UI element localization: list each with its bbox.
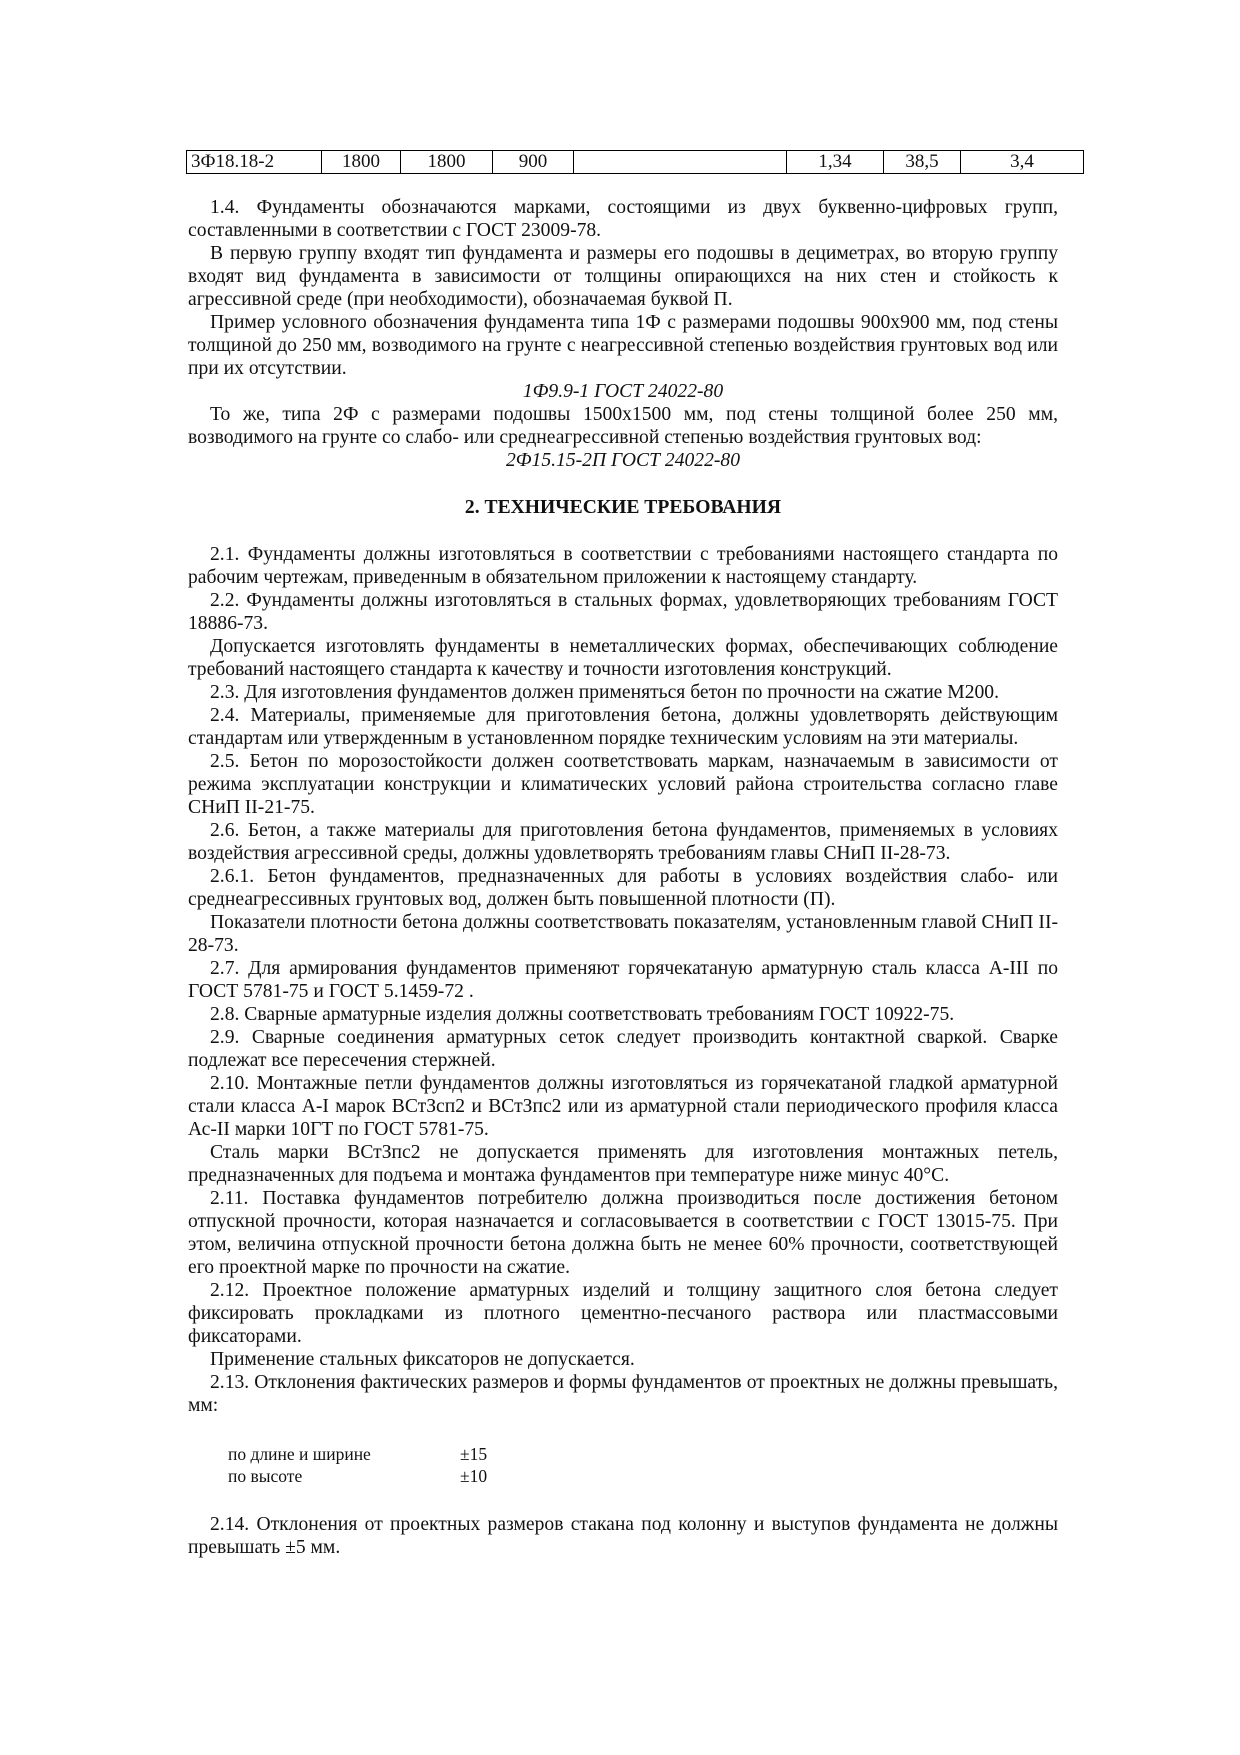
tolerance-label: по высоте — [228, 1466, 303, 1486]
paragraph: В первую группу входят тип фундамента и размеры его подошвы в дециметрах, во вторую группу входят вид фундамента в зависимости от толщины опирающихся на них стен и стойкость к агрессивной среде (при необходимости), обозначаемая буквой П. — [188, 243, 1058, 310]
paragraph: 2.3. Для изготовления фундаментов должен применяться бетон по прочности на сжатие М200. — [210, 682, 999, 703]
table-cell: 1,34 — [787, 151, 884, 174]
paragraph: Показатели плотности бетона должны соответствовать показателям, установленным главой СНиП II-28-73. — [188, 912, 1058, 956]
paragraph: 2.10. Монтажные петли фундаментов должны изготовляться из горячекатаной гладкой арматурной стали класса А-I марок ВСтЗсп2 и ВСтЗпс2 или из арматурной стали периодического профиля класса Ас-II марки 10ГТ по ГОСТ 5781-75. — [188, 1073, 1058, 1140]
table-cell: 3,4 — [961, 151, 1084, 174]
section-heading: 2. ТЕХНИЧЕСКИЕ ТРЕБОВАНИЯ — [464, 497, 782, 518]
paragraph: 2.6. Бетон, а также материалы для приготовления бетона фундаментов, применяемых в условиях воздействия агрессивной среды, должны удовлетворять требованиям главы СНиП II-28-73. — [188, 820, 1058, 864]
paragraph: Пример условного обозначения фундамента типа 1Ф с размерами подошвы 900х900 мм, под стены толщиной до 250 мм, возводимого на грунте с неагрессивной степенью воздействия грунтовых вод или при их отсутствии. — [188, 312, 1058, 379]
paragraph: 2.8. Сварные арматурные изделия должны соответствовать требованиям ГОСТ 10922-75. — [210, 1004, 955, 1025]
paragraph: 2.14. Отклонения от проектных размеров стакана под колонну и выступов фундамента не должны превышать ±5 мм. — [188, 1514, 1058, 1558]
paragraph: 2.13. Отклонения фактических размеров и формы фундаментов от проектных не должны превышать, мм: — [188, 1372, 1058, 1416]
paragraph: 2.11. Поставка фундаментов потребителю должна производиться после достижения бетоном отпускной прочности, которая назначается и согласовывается в соответствии с ГОСТ 13015-75. При этом, величина отпускной прочности бетона должна быть не менее 60% прочности, соответствующей его проектной марке по прочности на сжатие. — [188, 1188, 1058, 1278]
paragraph: 2.7. Для армирования фундаментов применяют горячекатаную арматурную сталь класса А-III по ГОСТ 5781-75 и ГОСТ 5.1459-72 . — [188, 958, 1058, 1002]
document-body — [188, 196, 1058, 1559]
paragraph: 2.6.1. Бетон фундаментов, предназначенных для работы в условиях воздействия слабо- или среднеагрессивных грунтовых вод, должен быть повышенной плотности (П). — [188, 866, 1058, 910]
tolerance-label: по длине и ширине — [228, 1444, 371, 1464]
tolerance-value: ±15 — [460, 1444, 488, 1464]
paragraph: 2.4. Материалы, применяемые для приготовления бетона, должны удовлетворять действующим стандартам или утвержденным в установленном порядке техническим условиям на эти материалы. — [188, 705, 1058, 749]
table-cell: 38,5 — [884, 151, 961, 174]
paragraph: 1.4. Фундаменты обозначаются марками, состоящими из двух буквенно-цифровых групп, составленными в соответствии с ГОСТ 23009-78. — [188, 197, 1058, 241]
paragraph: 2.2. Фундаменты должны изготовляться в стальных формах, удовлетворяющих требованиям ГОСТ 18886-73. — [188, 590, 1058, 634]
tolerance-row — [228, 1465, 1058, 1487]
designation-example: 2Ф15.15-2П ГОСТ 24022-80 — [505, 450, 740, 471]
paragraph: 2.12. Проектное положение арматурных изделий и толщину защитного слоя бетона следует фиксировать прокладками из плотного цементно-песчаного раствора или пластмассовыми фиксаторами. — [188, 1280, 1058, 1347]
table-cell: 1800 — [322, 151, 401, 174]
paragraph: Сталь марки ВСтЗпс2 не допускается применять для изготовления монтажных петель, предназначенных для подъема и монтажа фундаментов при температуре ниже минус 40°С. — [188, 1142, 1058, 1186]
paragraph: Применение стальных фиксаторов не допускается. — [210, 1349, 635, 1370]
paragraph: То же, типа 2Ф с размерами подошвы 1500х1500 мм, под стены толщиной более 250 мм, возводимого на грунте со слабо- или среднеагрессивной степенью воздействия грунтовых вод: — [188, 404, 1058, 448]
table-cell: 3Ф18.18-2 — [187, 151, 322, 174]
document-page — [188, 150, 1058, 1559]
table-cell: 1800 — [401, 151, 493, 174]
paragraph: 2.9. Сварные соединения арматурных сеток следует производить контактной сваркой. Сварке подлежат все пересечения стержней. — [188, 1027, 1058, 1071]
paragraph: Допускается изготовлять фундаменты в неметаллических формах, обеспечивающих соблюдение требований настоящего стандарта к качеству и точности изготовления конструкций. — [188, 636, 1058, 680]
table-row — [187, 151, 1084, 174]
foundation-table — [186, 150, 1084, 174]
tolerance-value: ±10 — [460, 1466, 488, 1486]
tolerance-list — [228, 1443, 1058, 1487]
designation-example: 1Ф9.9-1 ГОСТ 24022-80 — [522, 381, 724, 402]
paragraph: 2.1. Фундаменты должны изготовляться в соответствии с требованиями настоящего стандарта по рабочим чертежам, приведенным в обязательном приложении к настоящему стандарту. — [188, 544, 1058, 588]
table-cell — [574, 151, 787, 174]
paragraph: 2.5. Бетон по морозостойкости должен соответствовать маркам, назначаемым в зависимости от режима эксплуатации конструкции и климатических условий района строительства согласно главе СНиП II-21-75. — [188, 751, 1058, 818]
tolerance-row — [228, 1443, 1058, 1465]
table-cell: 900 — [493, 151, 574, 174]
